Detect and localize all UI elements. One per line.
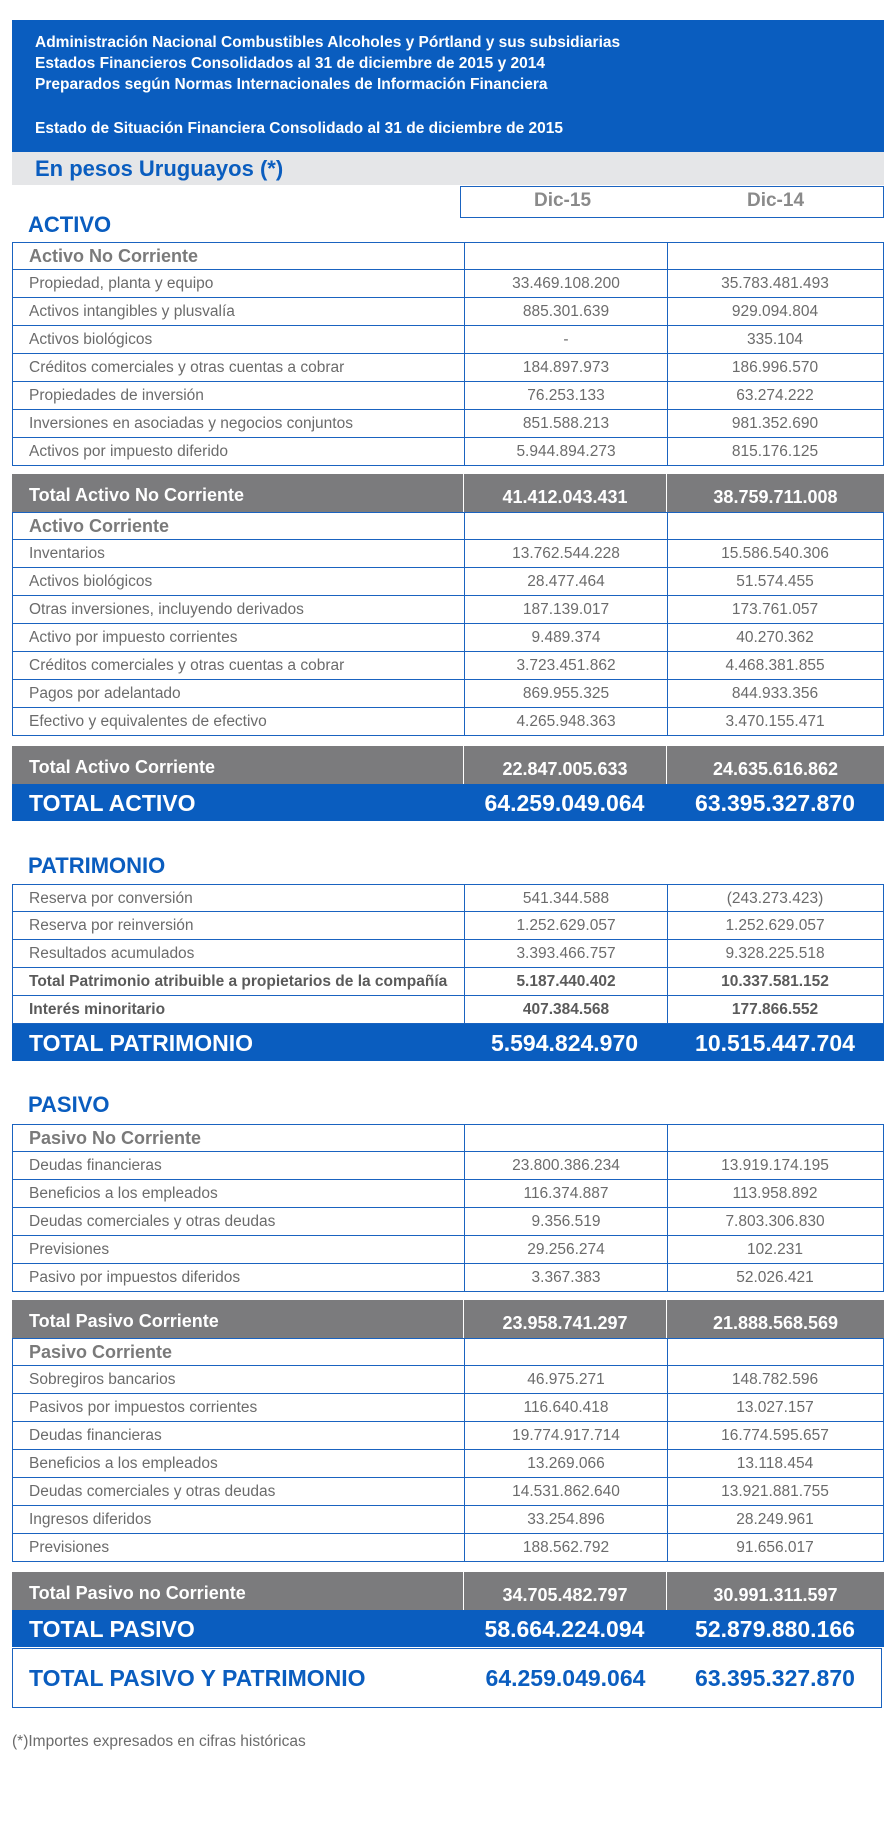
table-pasivo-corriente [12,1338,884,1562]
final-total-dic15: 64.259.049.064 [485,1665,646,1691]
table-row [12,568,884,596]
value-dic14: 815.176.125 [667,438,882,465]
value-dic15: 3.393.466.757 [464,940,667,967]
header-line-2: Estados Financieros Consolidados al 31 de diciembre de 2015 y 2014 [35,55,545,72]
grand-total-label: TOTAL PATRIMONIO [29,1030,254,1056]
value-dic15: 3.723.451.862 [464,652,667,679]
table-row [12,940,884,968]
value-dic14: 981.352.690 [667,410,882,437]
value-dic15: 116.640.418 [464,1394,667,1421]
subtotal-label: Total Pasivo Corriente [29,1311,219,1331]
header-line-3: Preparados según Normas Internacionales de Información Financiera [35,76,548,93]
row-label: Deudas comerciales y otras deudas [29,1483,276,1500]
table-row [12,326,884,354]
row-label: Resultados acumulados [29,945,195,962]
value-dic14: 28.249.961 [667,1506,882,1533]
row-label: Sobregiros bancarios [29,1371,176,1388]
table-row [12,410,884,438]
row-label: Ingresos diferidos [29,1511,152,1528]
row-label: Reserva por conversión [29,890,193,907]
footnote: (*)Importes expresados en cifras históricas [12,1733,306,1750]
value-dic14: 929.094.804 [667,298,882,325]
value-dic14: 13.118.454 [667,1450,882,1477]
row-label: Pasivos por impuestos corrientes [29,1399,258,1416]
table-row [12,1264,884,1292]
value-dic15: 33.469.108.200 [464,270,667,297]
value-dic14: 148.782.596 [667,1366,882,1393]
value-dic14: 9.328.225.518 [667,940,882,967]
value-dic14: 16.774.595.657 [667,1422,882,1449]
value-dic14: (243.273.423) [667,885,882,911]
category-row [12,1338,884,1366]
value-dic14: 173.761.057 [667,596,882,623]
value-dic14: 13.921.881.755 [667,1478,882,1505]
value-dic15: 14.531.862.640 [464,1478,667,1505]
value-dic15: 407.384.568 [464,996,667,1023]
final-total-label: TOTAL PASIVO Y PATRIMONIO [29,1665,366,1691]
value-dic15: 869.955.325 [464,680,667,707]
subtotal-dic14: 30.991.311.597 [666,1572,884,1610]
row-label: Propiedades de inversión [29,387,204,404]
row-label: Total Patrimonio atribuible a propietarios de la compañía [29,973,448,990]
row-label: Previsiones [29,1539,110,1556]
value-dic15: 46.975.271 [464,1366,667,1393]
value-dic14: 51.574.455 [667,568,882,595]
value-dic15: 116.374.887 [464,1180,667,1207]
value-dic14: 335.104 [667,326,882,353]
value-dic15: 5.944.894.273 [464,438,667,465]
table-row [12,996,884,1024]
category-label: Pasivo No Corriente [29,1128,202,1148]
value-dic15: 13.762.544.228 [464,540,667,567]
value-dic14: 52.026.421 [667,1264,882,1291]
value-dic15: 9.489.374 [464,624,667,651]
column-header-dic15: Dic-15 [533,190,592,211]
row-label: Créditos comerciales y otras cuentas a cobrar [29,657,345,674]
grand-total-dic15: 5.594.824.970 [490,1030,639,1056]
row-label: Deudas financieras [29,1157,162,1174]
value-dic14: 113.958.892 [667,1180,882,1207]
subtotal-label: Total Activo No Corriente [29,485,245,505]
value-dic14: 3.470.155.471 [667,708,882,735]
row-label: Interés minoritario [29,1001,166,1018]
value-dic14: 7.803.306.830 [667,1208,882,1235]
value-dic15: 23.800.386.234 [464,1152,667,1179]
subtotal-dic15: 23.958.741.297 [463,1300,666,1338]
table-row [12,1236,884,1264]
value-dic15: 33.254.896 [464,1506,667,1533]
value-dic15: 184.897.973 [464,354,667,381]
subtotal-dic14: 21.888.568.569 [666,1300,884,1338]
value-dic14: 102.231 [667,1236,882,1263]
table-row [12,1422,884,1450]
grand-total-dic14: 10.515.447.704 [695,1030,855,1056]
value-dic14: 844.933.356 [667,680,882,707]
row-label: Activo por impuesto corrientes [29,629,238,646]
value-dic14: 177.866.552 [667,996,882,1023]
value-dic14: 1.252.629.057 [667,912,882,939]
grand-total-activo [12,784,884,821]
subtotal-dic15: 22.847.005.633 [463,746,666,784]
grand-total-dic14: 63.395.327.870 [695,790,855,816]
table-row [12,1478,884,1506]
table-row [12,382,884,410]
table-row [12,1534,884,1562]
grand-total-dic15: 64.259.049.064 [484,790,645,816]
grand-total-label: TOTAL PASIVO [29,1616,195,1642]
row-label: Efectivo y equivalentes de efectivo [29,713,267,730]
value-dic15: 1.252.629.057 [464,912,667,939]
subtotal-row [12,746,884,784]
section-title-activo: ACTIVO [28,212,112,237]
column-headers [460,186,884,218]
subtotal-row [12,1300,884,1338]
value-dic15: 19.774.917.714 [464,1422,667,1449]
row-label: Créditos comerciales y otras cuentas a cobrar [29,359,345,376]
table-row [12,968,884,996]
value-dic15: 188.562.792 [464,1534,667,1561]
value-dic15: 28.477.464 [464,568,667,595]
column-header-dic14: Dic-14 [746,190,805,211]
grand-total-dic14: 52.879.880.166 [695,1616,855,1642]
subtotal-dic15: 41.412.043.431 [463,474,666,512]
grand-total-label: TOTAL ACTIVO [29,790,196,816]
grand-total-dic15: 58.664.224.094 [484,1616,645,1642]
value-dic15: 4.265.948.363 [464,708,667,735]
table-row [12,596,884,624]
section-title-patrimonio: PATRIMONIO [28,853,166,878]
table-row [12,1152,884,1180]
row-label: Previsiones [29,1241,110,1258]
value-dic14: 186.996.570 [667,354,882,381]
value-dic15: 541.344.588 [464,885,667,911]
table-activo-corriente [12,512,884,736]
header-line-1: Administración Nacional Combustibles Alcoholes y Pórtland y sus subsidiarias [35,34,621,51]
value-dic14: 35.783.481.493 [667,270,882,297]
value-dic15: - [464,326,667,353]
row-label: Beneficios a los empleados [29,1185,218,1202]
subtotal-dic15: 34.705.482.797 [463,1572,666,1610]
table-row [12,1506,884,1534]
table-row [12,884,884,912]
table-row [12,1450,884,1478]
value-dic14: 4.468.381.855 [667,652,882,679]
table-row [12,1208,884,1236]
subtotal-label: Total Pasivo no Corriente [29,1583,246,1603]
row-label: Deudas comerciales y otras deudas [29,1213,276,1230]
subtotal-dic14: 24.635.616.862 [666,746,884,784]
row-label: Inventarios [29,545,105,562]
category-label: Activo Corriente [29,516,170,536]
row-label: Reserva por reinversión [29,917,194,934]
final-total-dic14: 63.395.327.870 [695,1665,855,1691]
value-dic15: 5.187.440.402 [464,968,667,995]
value-dic14: 13.919.174.195 [667,1152,882,1179]
subtotal-dic14: 38.759.711.008 [666,474,884,512]
table-row [12,298,884,326]
row-label: Activos biológicos [29,331,153,348]
value-dic14: 91.656.017 [667,1534,882,1561]
row-label: Activos intangibles y plusvalía [29,303,235,320]
row-label: Pagos por adelantado [29,685,181,702]
table-row [12,1394,884,1422]
row-label: Activos por impuesto diferido [29,443,229,460]
currency-bar [12,152,884,185]
table-row [12,624,884,652]
category-row [12,512,884,540]
value-dic15: 885.301.639 [464,298,667,325]
table-row [12,1180,884,1208]
section-title-pasivo: PASIVO [28,1092,110,1117]
value-dic14: 10.337.581.152 [667,968,882,995]
value-dic15: 187.139.017 [464,596,667,623]
report-header [12,20,884,152]
table-row [12,1366,884,1394]
subtotal-row [12,1572,884,1610]
table-row [12,912,884,940]
table-patrimonio [12,884,884,1024]
value-dic14: 40.270.362 [667,624,882,651]
row-label: Activos biológicos [29,573,153,590]
value-dic14: 63.274.222 [667,382,882,409]
value-dic15: 9.356.519 [464,1208,667,1235]
header-line-4: Estado de Situación Financiera Consolidado al 31 de diciembre de 2015 [35,120,564,137]
row-label: Inversiones en asociadas y negocios conjuntos [29,415,353,432]
value-dic14: 15.586.540.306 [667,540,882,567]
category-label: Pasivo Corriente [29,1342,173,1362]
total-pasivo-patrimonio [12,1648,882,1708]
value-dic14: 13.027.157 [667,1394,882,1421]
grand-total-patrimonio [12,1024,884,1061]
table-row [12,438,884,466]
table-pasivo-no-corriente [12,1124,884,1292]
row-label: Beneficios a los empleados [29,1455,218,1472]
category-row [12,242,884,270]
table-row [12,270,884,298]
value-dic15: 13.269.066 [464,1450,667,1477]
value-dic15: 29.256.274 [464,1236,667,1263]
table-row [12,708,884,736]
table-activo-no-corriente [12,242,884,466]
grand-total-pasivo [12,1610,884,1647]
row-label: Otras inversiones, incluyendo derivados [29,601,304,618]
table-row [12,652,884,680]
currency-label: En pesos Uruguayos (*) [35,156,284,181]
value-dic15: 76.253.133 [464,382,667,409]
category-label: Activo No Corriente [29,246,199,266]
table-row [12,354,884,382]
table-row [12,680,884,708]
table-row [12,540,884,568]
category-row [12,1124,884,1152]
row-label: Pasivo por impuestos diferidos [29,1269,241,1286]
subtotal-row [12,474,884,512]
row-label: Deudas financieras [29,1427,162,1444]
row-label: Propiedad, planta y equipo [29,275,214,292]
value-dic15: 851.588.213 [464,410,667,437]
value-dic15: 3.367.383 [464,1264,667,1291]
subtotal-label: Total Activo Corriente [29,757,216,777]
